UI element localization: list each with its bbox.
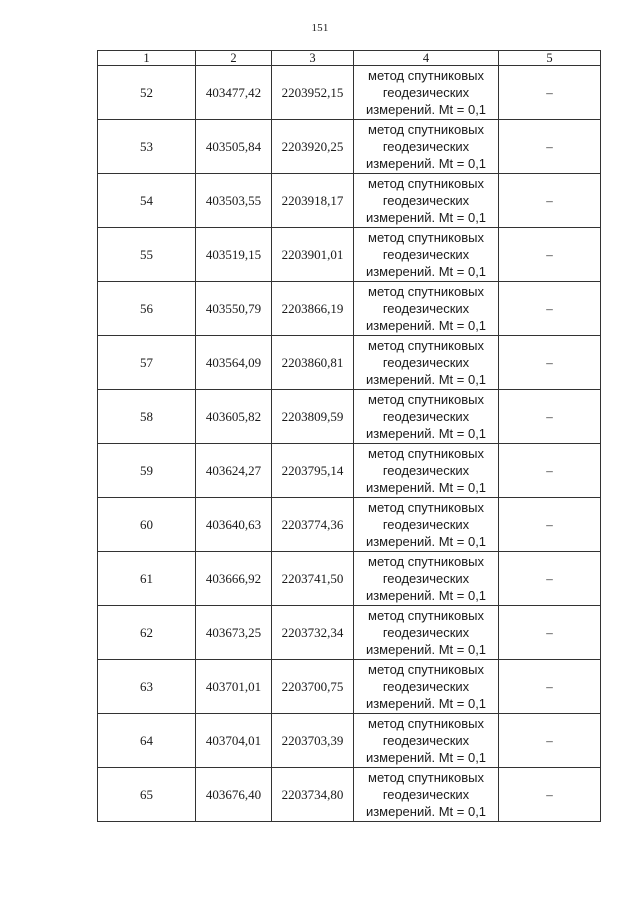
method-line: измерений. Mt = 0,1 xyxy=(365,264,487,279)
y-coordinate-cell: 2203741,50 xyxy=(272,552,354,606)
table-row xyxy=(98,66,601,120)
method-line: геодезических xyxy=(382,733,470,748)
table-row xyxy=(98,498,601,552)
method-line: метод спутниковых xyxy=(368,500,484,515)
x-coordinate-cell: 403640,63 xyxy=(196,498,272,552)
point-number-cell: 60 xyxy=(98,498,196,552)
method-cell xyxy=(354,552,499,606)
method-line: измерений. Mt = 0,1 xyxy=(365,480,487,495)
method-line: геодезических xyxy=(382,679,470,694)
method-line: метод спутниковых xyxy=(368,662,484,677)
method-line: метод спутниковых xyxy=(368,68,484,83)
x-coordinate-cell: 403550,79 xyxy=(196,282,272,336)
point-number-cell: 55 xyxy=(98,228,196,282)
method-line: геодезических xyxy=(382,355,470,370)
method-line: измерений. Mt = 0,1 xyxy=(365,804,487,819)
x-coordinate-cell: 403704,01 xyxy=(196,714,272,768)
method-line: измерений. Mt = 0,1 xyxy=(365,588,487,603)
y-coordinate-cell: 2203774,36 xyxy=(272,498,354,552)
y-coordinate-cell: 2203703,39 xyxy=(272,714,354,768)
method-cell xyxy=(354,660,499,714)
method-line: геодезических xyxy=(382,787,470,802)
x-coordinate-cell: 403505,84 xyxy=(196,120,272,174)
table-body xyxy=(98,51,601,822)
method-cell xyxy=(354,174,499,228)
table-row xyxy=(98,768,601,822)
method-cell xyxy=(354,228,499,282)
x-coordinate-cell: 403605,82 xyxy=(196,390,272,444)
method-line: измерений. Mt = 0,1 xyxy=(365,696,487,711)
method-cell xyxy=(354,768,499,822)
note-cell: – xyxy=(499,120,601,174)
method-line: метод спутниковых xyxy=(368,284,484,299)
x-coordinate-cell: 403624,27 xyxy=(196,444,272,498)
method-cell xyxy=(354,66,499,120)
y-coordinate-cell: 2203734,80 xyxy=(272,768,354,822)
x-coordinate-cell: 403564,09 xyxy=(196,336,272,390)
x-coordinate-cell: 403676,40 xyxy=(196,768,272,822)
header-cell-1: 1 xyxy=(98,51,196,66)
y-coordinate-cell: 2203809,59 xyxy=(272,390,354,444)
method-line: геодезических xyxy=(382,409,470,424)
y-coordinate-cell: 2203952,15 xyxy=(272,66,354,120)
method-line: метод спутниковых xyxy=(368,770,484,785)
method-line: геодезических xyxy=(382,247,470,262)
y-coordinate-cell: 2203866,19 xyxy=(272,282,354,336)
x-coordinate-cell: 403477,42 xyxy=(196,66,272,120)
note-cell: – xyxy=(499,660,601,714)
method-line: измерений. Mt = 0,1 xyxy=(365,534,487,549)
point-number-cell: 62 xyxy=(98,606,196,660)
method-cell xyxy=(354,498,499,552)
method-line: метод спутниковых xyxy=(368,716,484,731)
point-number-cell: 58 xyxy=(98,390,196,444)
method-cell xyxy=(354,606,499,660)
table-row xyxy=(98,714,601,768)
table-row xyxy=(98,282,601,336)
method-line: измерений. Mt = 0,1 xyxy=(365,318,487,333)
table-row xyxy=(98,552,601,606)
note-cell: – xyxy=(499,444,601,498)
method-line: геодезических xyxy=(382,85,470,100)
method-line: метод спутниковых xyxy=(368,554,484,569)
method-line: метод спутниковых xyxy=(368,338,484,353)
method-cell xyxy=(354,282,499,336)
point-number-cell: 56 xyxy=(98,282,196,336)
method-cell xyxy=(354,444,499,498)
point-number-cell: 52 xyxy=(98,66,196,120)
table-row xyxy=(98,660,601,714)
point-number-cell: 53 xyxy=(98,120,196,174)
y-coordinate-cell: 2203860,81 xyxy=(272,336,354,390)
table-header-row xyxy=(98,51,601,66)
y-coordinate-cell: 2203732,34 xyxy=(272,606,354,660)
header-cell-4: 4 xyxy=(354,51,499,66)
method-line: метод спутниковых xyxy=(368,446,484,461)
table-row xyxy=(98,228,601,282)
method-line: измерений. Mt = 0,1 xyxy=(365,210,487,225)
method-line: геодезических xyxy=(382,193,470,208)
note-cell: – xyxy=(499,282,601,336)
page-number: 151 xyxy=(311,22,329,34)
point-number-cell: 63 xyxy=(98,660,196,714)
note-cell: – xyxy=(499,174,601,228)
header-cell-3: 3 xyxy=(272,51,354,66)
coordinates-table xyxy=(97,50,601,822)
point-number-cell: 57 xyxy=(98,336,196,390)
method-line: геодезических xyxy=(382,625,470,640)
method-line: измерений. Mt = 0,1 xyxy=(365,372,487,387)
y-coordinate-cell: 2203901,01 xyxy=(272,228,354,282)
point-number-cell: 59 xyxy=(98,444,196,498)
note-cell: – xyxy=(499,606,601,660)
method-line: измерений. Mt = 0,1 xyxy=(365,750,487,765)
note-cell: – xyxy=(499,768,601,822)
table-row xyxy=(98,120,601,174)
method-cell xyxy=(354,120,499,174)
x-coordinate-cell: 403519,15 xyxy=(196,228,272,282)
method-line: измерений. Mt = 0,1 xyxy=(365,642,487,657)
header-cell-2: 2 xyxy=(196,51,272,66)
y-coordinate-cell: 2203700,75 xyxy=(272,660,354,714)
note-cell: – xyxy=(499,552,601,606)
method-line: геодезических xyxy=(382,301,470,316)
method-line: метод спутниковых xyxy=(368,122,484,137)
note-cell: – xyxy=(499,228,601,282)
method-line: метод спутниковых xyxy=(368,392,484,407)
y-coordinate-cell: 2203918,17 xyxy=(272,174,354,228)
note-cell: – xyxy=(499,66,601,120)
method-line: геодезических xyxy=(382,463,470,478)
x-coordinate-cell: 403673,25 xyxy=(196,606,272,660)
method-line: метод спутниковых xyxy=(368,176,484,191)
method-line: геодезических xyxy=(382,139,470,154)
table-row xyxy=(98,390,601,444)
method-line: геодезических xyxy=(382,571,470,586)
table-row xyxy=(98,444,601,498)
method-line: измерений. Mt = 0,1 xyxy=(365,102,487,117)
point-number-cell: 54 xyxy=(98,174,196,228)
method-line: геодезических xyxy=(382,517,470,532)
method-line: метод спутниковых xyxy=(368,608,484,623)
y-coordinate-cell: 2203920,25 xyxy=(272,120,354,174)
table-row xyxy=(98,336,601,390)
x-coordinate-cell: 403701,01 xyxy=(196,660,272,714)
point-number-cell: 64 xyxy=(98,714,196,768)
header-cell-5: 5 xyxy=(499,51,601,66)
note-cell: – xyxy=(499,336,601,390)
method-line: измерений. Mt = 0,1 xyxy=(365,156,487,171)
y-coordinate-cell: 2203795,14 xyxy=(272,444,354,498)
x-coordinate-cell: 403666,92 xyxy=(196,552,272,606)
method-line: измерений. Mt = 0,1 xyxy=(365,426,487,441)
method-line: метод спутниковых xyxy=(368,230,484,245)
method-cell xyxy=(354,336,499,390)
note-cell: – xyxy=(499,714,601,768)
method-cell xyxy=(354,714,499,768)
method-cell xyxy=(354,390,499,444)
point-number-cell: 65 xyxy=(98,768,196,822)
x-coordinate-cell: 403503,55 xyxy=(196,174,272,228)
table-row xyxy=(98,174,601,228)
note-cell: – xyxy=(499,390,601,444)
table-row xyxy=(98,606,601,660)
point-number-cell: 61 xyxy=(98,552,196,606)
note-cell: – xyxy=(499,498,601,552)
